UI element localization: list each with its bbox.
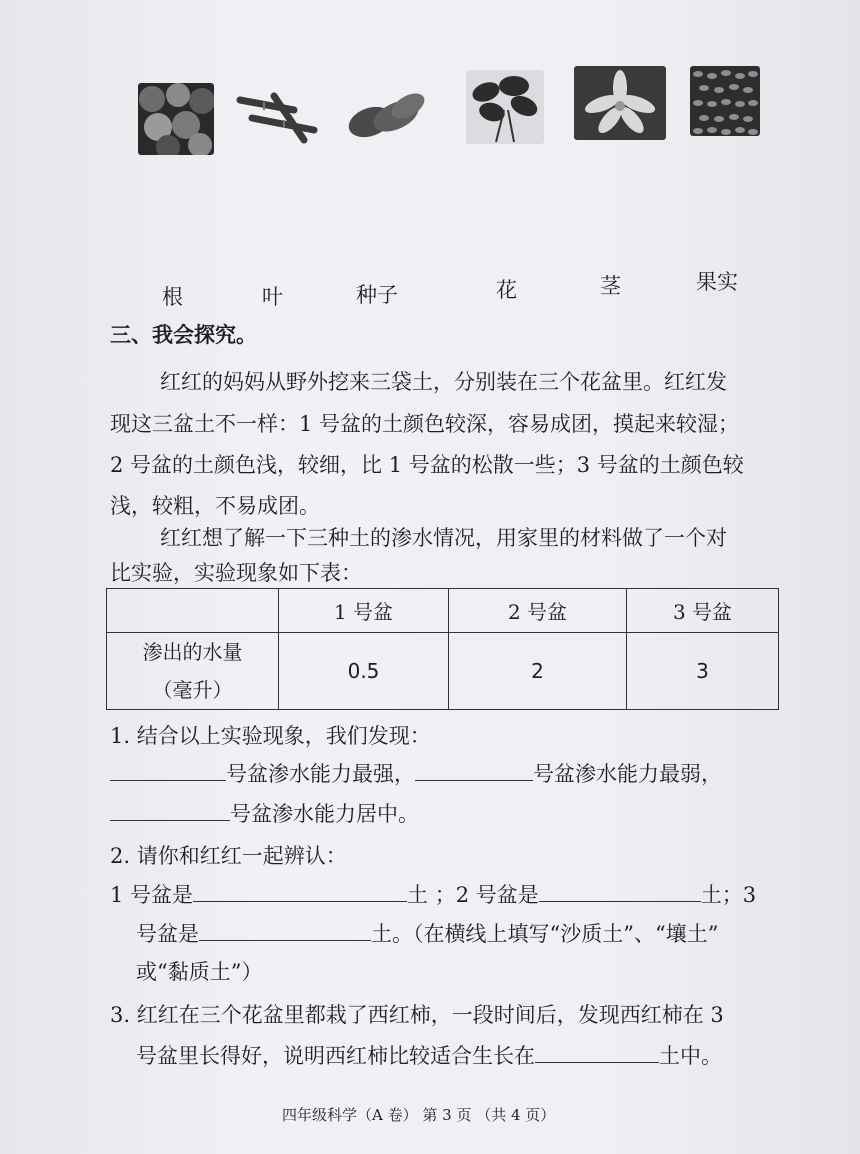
root-photo (342, 82, 432, 142)
table-corner-cell (107, 589, 279, 633)
q2-title: 2. 请你和红红一起辨认： (110, 844, 347, 868)
table-value-pot-3: 3 (627, 633, 779, 710)
q2-pot-3-suffix: 土。（在横线上填写“沙质土”、“壤土” (371, 922, 719, 946)
q2-pot-1-suffix: 土 ； (407, 883, 456, 907)
q2-pot-2-suffix: 土；3 (700, 883, 757, 907)
q3-line-2 (136, 1046, 722, 1067)
q2-blank-pot-3[interactable] (199, 940, 371, 941)
page-footer: 四年级科学（A 卷） 第 3 页 （共 4 页） (282, 1106, 556, 1124)
table-row (107, 633, 779, 710)
label-stem: 茎 (600, 274, 621, 298)
table-header-pot-3: 3 号盆 (627, 589, 779, 633)
q1-blank-weakest[interactable] (415, 780, 533, 781)
q1-blank-middle[interactable] (110, 820, 230, 821)
q1-text-weakest: 号盆渗水能力最弱， (533, 762, 722, 786)
experiment-table (106, 588, 779, 710)
table-value-pot-1: 0.5 (279, 633, 449, 710)
fruit-photo (138, 83, 214, 155)
q3-text-after: 土中。 (659, 1044, 722, 1068)
q3-line-1: 3. 红红在三个花盆里都栽了西红柿，一段时间后，发现西红柿在 3 (110, 1003, 724, 1027)
q2-blank-pot-1[interactable] (193, 901, 407, 902)
q2-pot-2-prefix: 2 号盆是 (455, 883, 539, 907)
q2-line-2 (136, 924, 718, 945)
table-header-row (107, 589, 779, 633)
q1-blank-strongest[interactable] (110, 780, 226, 781)
table-value-pot-2: 2 (449, 633, 627, 710)
flower-photo (574, 66, 666, 140)
q1-line-1 (110, 764, 722, 785)
intro-line-3: 2 号盆的土颜色浅，较细，比 1 号盆的松散一些；3 号盆的土颜色较 (110, 453, 744, 477)
intro2-line-1: 红红想了解一下三种土的渗水情况，用家里的材料做了一个对 (160, 526, 727, 550)
label-flower: 花 (496, 278, 517, 302)
seed-photo (690, 66, 760, 136)
q2-line-1 (110, 885, 756, 906)
table-header-pot-2: 2 号盆 (449, 589, 627, 633)
q3-blank-soil[interactable] (535, 1062, 659, 1063)
q1-text-middle: 号盆渗水能力居中。 (230, 802, 419, 826)
intro-line-4: 浅，较粗，不易成团。 (110, 494, 320, 518)
q1-title: 1. 结合以上实验现象，我们发现： (110, 724, 431, 748)
q2-blank-pot-2[interactable] (539, 901, 701, 902)
q2-pot-3-prefix: 号盆是 (136, 922, 199, 946)
intro-line-1: 红红的妈妈从野外挖来三袋土，分别装在三个花盆里。红红发 (160, 370, 727, 394)
label-leaf: 叶 (262, 285, 283, 309)
label-root: 根 (162, 285, 183, 309)
row-label-unit: （毫升） (152, 678, 233, 702)
q3-text-before: 号盆里长得好，说明西红柿比较适合生长在 (136, 1044, 535, 1068)
q1-text-strongest: 号盆渗水能力最强， (226, 762, 415, 786)
row-label-quantity: 渗出的水量 (142, 640, 243, 664)
label-fruit: 果实 (696, 270, 738, 294)
q2-pot-1-prefix: 1 号盆是 (110, 883, 194, 907)
section-title: 三、我会探究。 (110, 323, 257, 347)
intro2-line-2: 比实验，实验现象如下表： (110, 561, 362, 585)
leaf-photo (466, 70, 544, 144)
q1-line-2 (110, 804, 419, 825)
table-header-pot-1: 1 号盆 (279, 589, 449, 633)
label-seed: 种子 (356, 283, 398, 307)
stem-photo (234, 88, 320, 146)
table-row-label (107, 633, 279, 710)
intro-line-2: 现这三盆土不一样：1 号盆的土颜色较深，容易成团，摸起来较湿； (110, 412, 740, 436)
q2-note: 或“黏质土”） (136, 960, 263, 984)
